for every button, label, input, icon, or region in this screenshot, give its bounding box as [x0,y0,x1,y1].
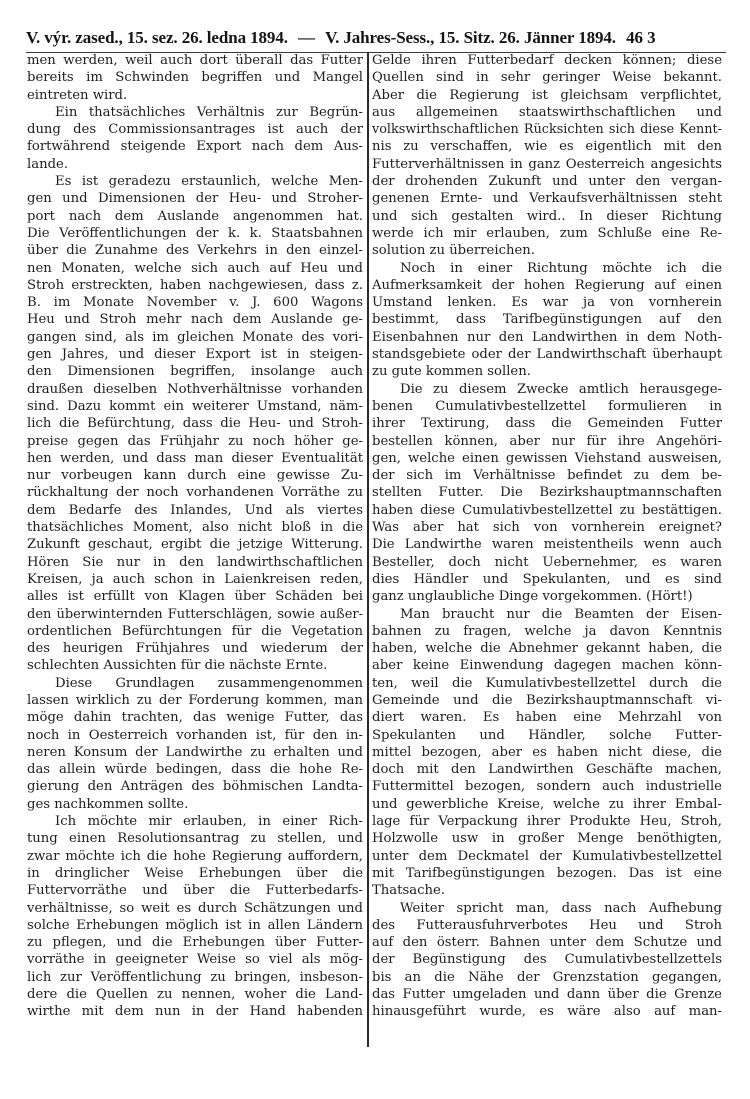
text-line: vorräthe in geeigneter Weise so viel als mög- [27,952,363,968]
text-line: den Dimensionen begriffen, insolange auch [27,364,363,380]
text-line: sind. Dazu kommt ein weiterer Umstand, näm- [27,398,363,414]
text-line: port nach dem Auslande angenommen hat. [27,208,363,224]
text-line: zu pflegen, und die Erhebungen über Futter- [27,935,363,951]
text-line: Es ist geradezu erstaunlich, welche Men- [55,174,363,190]
text-line: Die Veröffentlichungen der k. k. Staatsbahnen [27,225,363,241]
text-line: über die Zunahme des Verkehrs in den einzel- [27,243,363,259]
text-line: zu gute kommen sollen. [372,364,531,380]
text-line: bahnen zu fragen, welche ja davon Kenntnis [372,623,722,639]
text-line: Gemeinde und die Bezirkshauptmannschaft vi- [372,692,722,708]
text-line: lage für Verpackung ihrer Produkte Heu, Stroh, [372,814,722,830]
text-line: und gewerbliche Kreise, welche zu ihrer Embal- [372,796,722,812]
text-line: doch mit den Landwirthen Geschäfte machen, [372,762,722,778]
text-line: gen, welche einen gewissen Viehstand ausweisen, [372,450,722,466]
text-line: werde ich mir erlauben, zum Schluße eine Re- [372,225,722,241]
text-line: bis an die Nähe der Grenzstation gegangen, [372,969,722,985]
text-line: wirthe mit dem nun in der Hand habenden [27,1004,363,1020]
text-line: stellten Futter. Die Bezirkshauptmannschaften [372,485,722,501]
text-line: Was aber hat sich von vornherein ereignet? [372,520,722,536]
text-line: Noch in einer Richtung möchte ich die [400,260,722,276]
text-line: verhältnisse, so weit es durch Schätzungen und [27,900,363,916]
text-line: dem Bedarfe des Inlandes, Und als viertes [27,502,363,518]
text-line: solution zu überreichen. [372,243,535,259]
text-line: Besteller, doch nicht Uebernehmer, es waren [372,554,722,570]
text-line: Futtervorräthe und über die Futterbedarfs- [27,883,363,899]
text-line: des Futterausfuhrverbotes Heu und Stroh [372,917,722,933]
text-line: bereits im Schwinden begriffen und Mangel [27,70,363,86]
text-line: haben, welche die Abnehmer gekannt haben, die [372,641,722,657]
text-line: den überwinternden Futterschlägen, sowie außer- [27,606,363,622]
text-line: gierung den Anträgen des böhmischen Landta- [27,779,363,795]
text-line: das Futter umgeladen und dann über die Grenze [372,987,722,1003]
text-line: Kreisen, ja auch schon in Laienkreisen reden, [27,571,363,587]
text-line: diert waren. Es haben eine Mehrzahl von [372,710,722,726]
text-line: Man braucht nur die Beamten der Eisen- [400,606,722,622]
text-line: volkswirthschaftlichen Rücksichten sich diese Kennt- [372,122,722,138]
text-line: bestimmt, dass Tarifbegünstigungen auf den [372,312,722,328]
text-line: schlechten Aussichten für die nächste Ernte. [27,658,328,674]
text-line: des heurigen Frühjahres und wiederum der [27,641,363,657]
page-number: 46 3 [626,28,656,47]
text-line: thatsächliches Moment, also nicht bloß in die [27,520,363,536]
text-line: tung einen Resolutionsantrag zu stellen, und [27,831,363,847]
text-line: benen Cumulativbestellzettel formulieren in [372,398,722,414]
text-line: Diese Grundlagen zusammengenommen [55,675,363,691]
running-head-german: V. Jahres-Sess., 15. Sitz. 26. Jänner 1894. [325,28,616,47]
text-line: der sich im Verhältnisse befindet zu dem be- [372,468,722,484]
running-head [26,28,726,53]
text-line: ten, weil die Kumulativbestellzettel durch die [372,675,722,691]
text-line: Weiter spricht man, dass nach Aufhebung [400,900,722,916]
text-line: aber keine Einwendung dagegen machen könn- [372,658,722,674]
text-line: dung des Commissionsantrages ist auch der [27,122,363,138]
text-line: lich die Befürchtung, dass die Heu- und Stroh- [27,416,363,432]
text-line: nen Monaten, welche sich auch auf Heu und [27,260,363,276]
text-line: lande. [27,156,69,172]
text-line: auf den österr. Bahnen unter dem Schutze und [372,935,722,951]
text-line: Zukunft geschaut, ergibt die jetzige Witterung. [27,537,363,553]
text-line: gen und Dimensionen der Heu- und Stroher- [27,191,363,207]
text-line: men werden, weil auch dort überall das Futter [27,53,363,68]
text-line: preise gegen das Frühjahr zu noch höher ge- [27,433,363,449]
text-line: Spekulanten und Händler, solche Futter- [372,727,722,743]
text-line: nis zu verschaffen, wie es eigentlich mit den [372,139,722,155]
text-line: möge dahin trachten, das wenige Futter, das [27,710,363,726]
text-line: lassen wirklich zu der Forderung kommen, man [27,692,363,708]
text-line: aus allgemeinen staatswirthschaftlichen und [372,104,722,120]
text-line: Gelde ihren Futterbedarf decken können; diese [372,53,722,68]
text-line: Ich möchte mir erlauben, in einer Rich- [55,814,363,830]
text-line: eintreten wird. [27,87,128,103]
text-line: ordentlichen Befürchtungen für die Vegetation [27,623,363,639]
text-line: fortwährend steigende Export nach dem Aus- [27,139,363,155]
text-line: mit Tarifbegünstigungen bezogen. Das ist eine [372,865,722,881]
right-column [372,52,722,1021]
left-column [27,52,363,1021]
text-line: der drohenden Zukunft und unter den vergan- [372,174,722,190]
text-line: bestellen können, aber nur für ihre Angehöri- [372,433,722,449]
text-line: Aber die Regierung ist gleichsam verpflichtet, [372,87,722,103]
column-divider [367,52,369,1047]
text-line: gangen sind, als im gleichen Monate des vori- [27,329,363,345]
text-line: hen werden, und dass man dieser Eventualität [27,450,363,466]
text-line: Futtermittel bezogen, sondern auch industrielle [372,779,722,795]
running-head-separator: — [298,28,315,47]
text-line: und sich gestalten wird.. In dieser Richtung [372,208,722,224]
text-line: B. im Monate November v. J. 600 Wagons [27,295,363,311]
text-line: dere die Quellen zu nennen, woher die Land- [27,987,363,1003]
text-line: Eisenbahnen nur den Landwirthen in dem Noth- [372,329,722,345]
text-line: noch in Oesterreich vorhanden ist, für den in- [27,727,363,743]
text-line: rückhaltung der noch vorhandenen Vorräthe zu [27,485,363,501]
text-line: Stroh erstreckten, haben nachgewiesen, dass z. [27,277,363,293]
text-line: dies Händler und Spekulanten, und es sind [372,571,722,587]
text-line: mittel bezogen, aber es haben nicht diese, die [372,744,722,760]
text-line: Quellen sind in sehr geringer Weise bekannt. [372,70,722,86]
text-line: alles ist erfüllt von Klagen über Schäden bei [27,589,363,605]
text-line: Die zu diesem Zwecke amtlich herausgege- [400,381,722,397]
text-line: Die Landwirthe waren meistentheils wenn auch [372,537,722,553]
text-line: Futterverhältnissen in ganz Oesterreich angesichts [372,156,722,172]
text-line: ganz unglaubliche Dinge vorgekommen. (Hört!) [372,589,693,605]
text-line: neren Konsum der Landwirthe zu erhalten und [27,744,363,760]
text-line: haben diese Cumulativbestellzettel zu bestättigen. [372,502,722,518]
text-line: Thatsache. [372,883,445,899]
text-line: zwar möchte ich die hohe Regierung auffordern, [27,848,363,864]
text-line: solche Erhebungen möglich ist in allen Ländern [27,917,363,933]
text-line: das allein würde bedingen, dass die hohe Re- [27,762,363,778]
running-head-czech: V. výr. zased., 15. sez. 26. ledna 1894. [26,28,288,47]
text-line: in dringlicher Weise Erhebungen über die [27,865,363,881]
text-line: draußen dieselben Nothverhältnisse vorhanden [27,381,363,397]
text-line: standsgebiete oder der Landwirthschaft überhaupt [372,347,722,363]
text-line: Holzwolle usw in großer Menge benöthigten, [372,831,722,847]
text-line: hinausgeführt wurde, es wäre also auf man- [372,1004,722,1020]
text-line: unter dem Deckmatel der Kumulativbestellzettel [372,848,722,864]
text-line: Ein thatsächliches Verhältnis zur Begrün- [55,104,363,120]
text-line: nur vorbeugen kann durch eine gewisse Zu- [27,468,363,484]
text-line: Aufmerksamkeit der hohen Regierung auf einen [372,277,722,293]
text-line: ges nachkommen sollte. [27,796,189,812]
text-line: Umstand lenken. Es war ja von vornherein [372,295,722,311]
text-line: gen Jahres, und dieser Export ist in steigen- [27,347,363,363]
text-line: der Begünstigung des Cumulativbestellzettels [372,952,722,968]
text-line: Heu und Stroh mehr nach dem Auslande ge- [27,312,363,328]
text-line: Hören Sie nur in den landwirthschaftlichen [27,554,363,570]
text-line: genenen Ernte- und Verkaufsverhältnissen steht [372,191,722,207]
text-line: lich zur Veröffentlichung zu bringen, insbeson- [27,969,363,985]
text-line: ihrer Textirung, dass die Gemeinden Futter [372,416,722,432]
